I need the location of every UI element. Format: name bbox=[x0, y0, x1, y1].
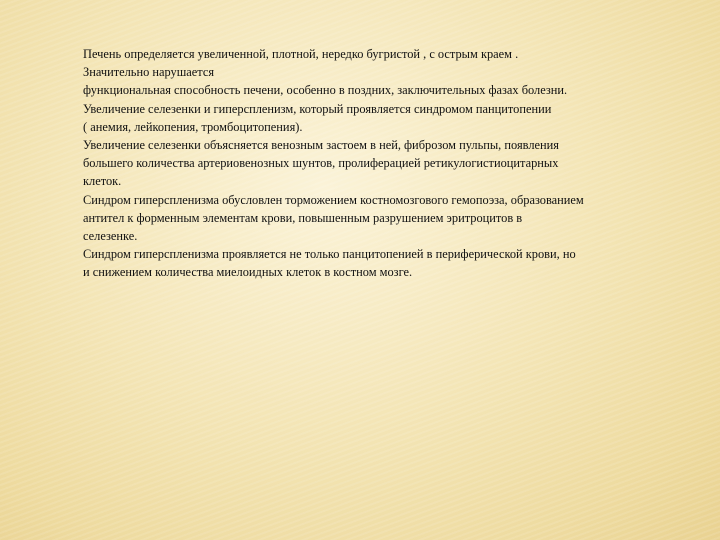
text-line: Печень определяется увеличенной, плотной, нередко бугристой , с острым краем . bbox=[83, 47, 519, 61]
text-line: и снижением количества миелоидных клеток в костном мозге. bbox=[83, 265, 413, 280]
text-line: селезенке. bbox=[83, 229, 138, 244]
text-line: Синдром гиперспленизма проявляется не только панцитопенией в периферической крови, но bbox=[83, 247, 576, 262]
text-line: большего количества артериовенозных шунтов, пролиферацией ретикулогистиоцитарных bbox=[83, 156, 559, 171]
text-line: антител к форменным элементам крови, повышенным разрушением эритроцитов в bbox=[83, 210, 523, 225]
text-line: Значительно нарушается bbox=[83, 65, 215, 80]
text-line: Увеличение селезенки и гиперспленизм, который проявляется синдромом панцитопении bbox=[83, 101, 552, 116]
text-line: Синдром гиперспленизма обусловлен торможением костномозгового гемопоэза, образованием bbox=[83, 192, 584, 207]
text-line: функциональная способность печени, особенно в поздних, заключительных фазах болезни. bbox=[83, 83, 568, 98]
text-line: ( анемия, лейкопения, тромбоцитопения). bbox=[83, 119, 303, 134]
text-line: клеток. bbox=[83, 174, 122, 189]
text-line: Увеличение селезенки объясняется венозным застоем в ней, фиброзом пульпы, появления bbox=[83, 138, 559, 153]
slide-body-text bbox=[83, 45, 663, 282]
